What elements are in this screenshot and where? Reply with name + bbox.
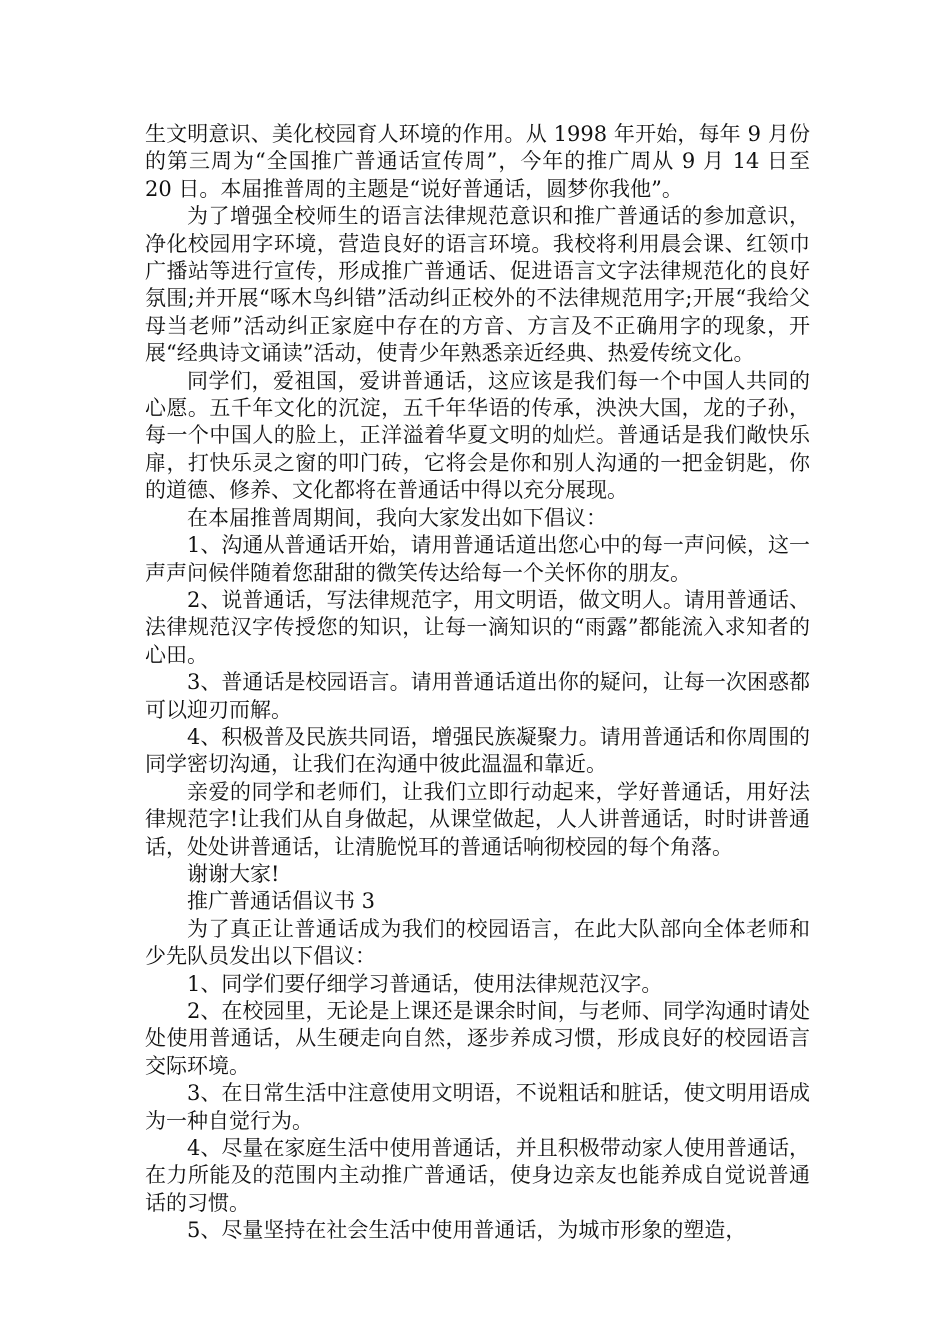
paragraph: 同学们，爱祖国，爱讲普通话，这应该是我们每一个中国人共同的心愿。五千年文化的沉淀，五千年华语的传承，泱泱大国，龙的子孙，每一个中国人的脸上，正洋溢着华夏文明的灿烂。普通话是我们敞快乐扉，打快乐灵之窗的叩门砖，它将会是你和别人沟通的一把金钥匙，你的道德、修养、文化都将在普通话中得以充分展现。 — [145, 368, 810, 503]
list-item: 3、普通话是校园语言。请用普通话道出你的疑问，让每一次困惑都可以迎刃而解。 — [145, 670, 810, 722]
list-item: 5、尽量坚持在社会生活中使用普通话，为城市形象的塑造， — [187, 1218, 747, 1243]
list-item: 3、在日常生活中注意使用文明语，不说粗话和脏话，使文明用语成为一种自觉行为。 — [145, 1081, 810, 1133]
paragraph: 为了增强全校师生的语言法律规范意识和推广普通话的参加意识，净化校园用字环境，营造良好的语言环境。我校将利用晨会课、红领巾广播站等进行宣传，形成推广普通话、促进语言文字法律规范化的良好氛围;并开展“啄木鸟纠错”活动纠正校外的不法律规范用字;开展“我给父母当老师”活动纠正家庭中存在的方音、方言及不正确用字的现象，开展“经典诗文诵读”活动，使青少年熟悉亲近经典、热爱传统文化。 — [145, 204, 810, 366]
closing-line: 谢谢大家! — [187, 861, 280, 886]
list-item: 4、尽量在家庭生活中使用普通话，并且积极带动家人使用普通话，在力所能及的范围内主动推广普通话，使身边亲友也能养成自觉说普通话的习惯。 — [145, 1136, 810, 1215]
list-item: 2、说普通话，写法律规范字，用文明语，做文明人。请用普通话、法律规范汉字传授您的知识，让每一滴知识的“雨露”都能流入求知者的心田。 — [145, 587, 810, 667]
paragraph: 在本届推普周期间，我向大家发出如下倡议： — [187, 505, 607, 530]
paragraph: 生文明意识、美化校园育人环境的作用。从 1998 年开始，每年 9 月份的第三周为“全国推广普通话宣传周”，今年的推广周从 9 月 14 日至 20 日。本届推普周的主题是“说好普通话，圆梦你我他”。 — [145, 122, 810, 201]
paragraph: 亲爱的同学和老师们，让我们立即行动起来，学好普通话，用好法律规范字!让我们从自身做起，从课堂做起，人人讲普通话，时时讲普通话，处处讲普通话，让清脆悦耳的普通话响彻校园的每个角落。 — [145, 779, 810, 859]
list-item: 2、在校园里，无论是上课还是课余时间，与老师、同学沟通时请处处使用普通话，从生硬走向自然，逐步养成习惯，形成良好的校园语言交际环境。 — [145, 999, 810, 1078]
list-item: 1、同学们要仔细学习普通话，使用法律规范汉字。 — [187, 971, 663, 996]
paragraph: 为了真正让普通话成为我们的校园语言，在此大队部向全体老师和少先队员发出以下倡议： — [145, 916, 810, 969]
list-item: 1、沟通从普通话开始，请用普通话道出您心中的每一声问候，这一声声问候伴随着您甜甜的微笑传达给每一个关怀你的朋友。 — [145, 533, 810, 585]
list-item: 4、积极普及民族共同语，增强民族凝聚力。请用普通话和你周围的同学密切沟通，让我们在沟通中彼此温温和靠近。 — [145, 724, 810, 777]
document-body — [145, 121, 810, 1245]
section-heading: 推广普通话倡议书 3 — [187, 889, 376, 914]
